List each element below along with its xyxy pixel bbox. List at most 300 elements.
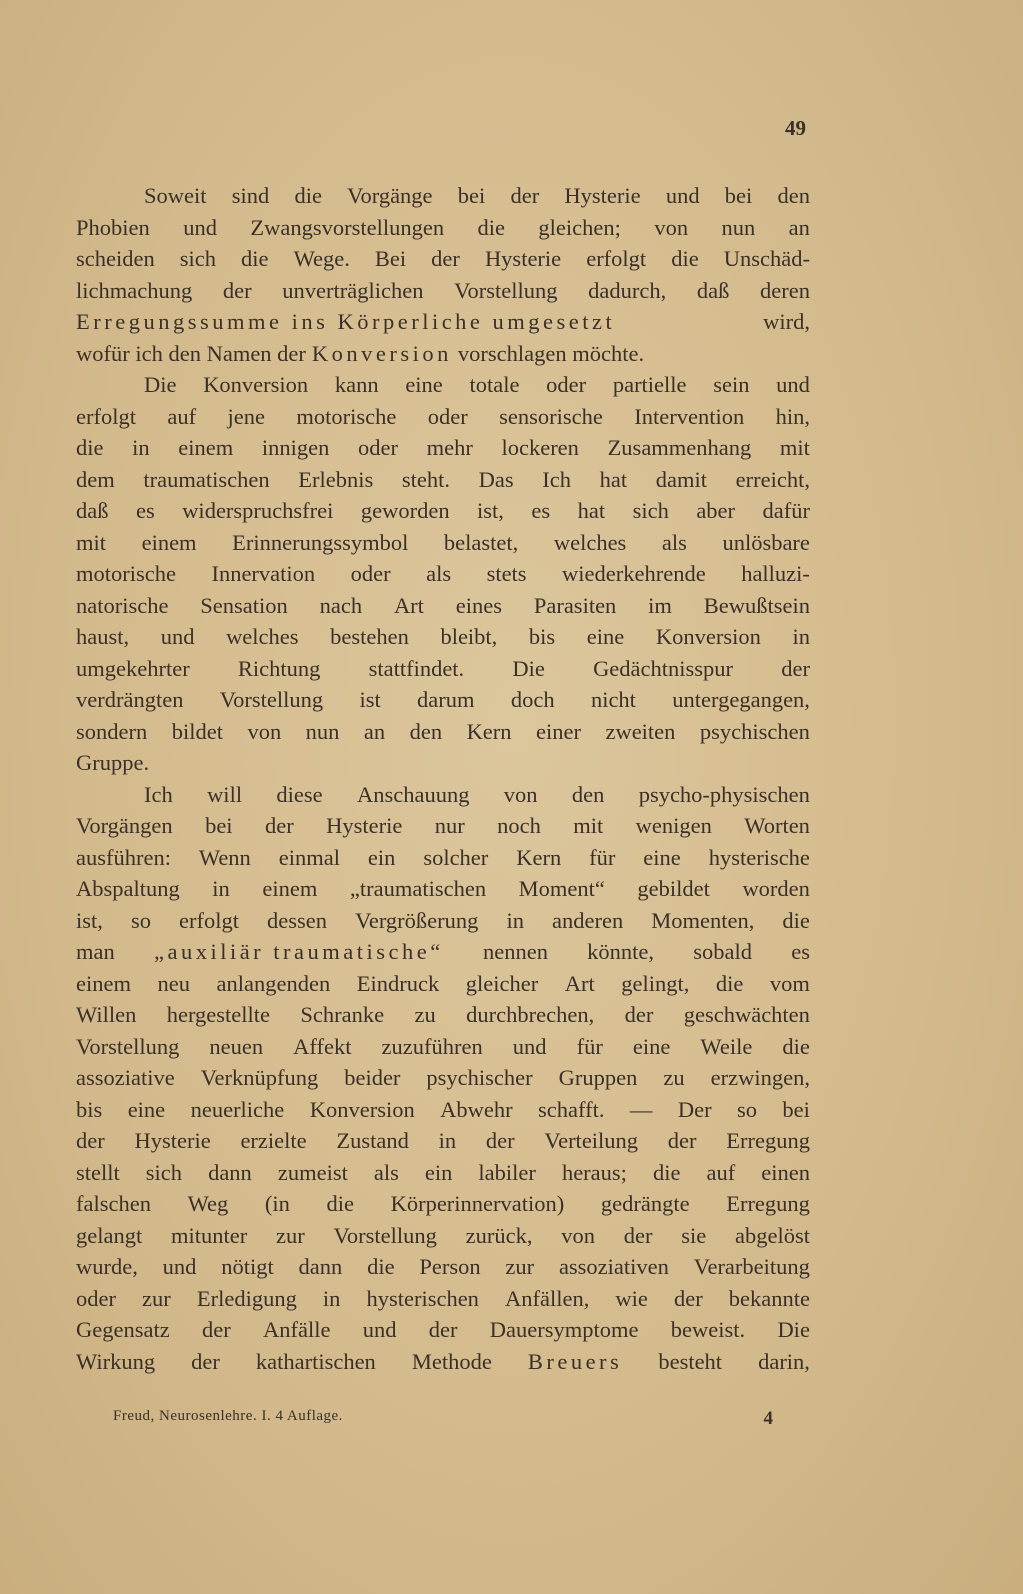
text-line [76, 779, 810, 811]
word: in [132, 435, 150, 460]
word: die [367, 1254, 395, 1279]
word: doch [510, 687, 555, 712]
word: unlösbare [722, 529, 810, 555]
word: Innervation [211, 561, 316, 586]
text-line [76, 338, 810, 370]
word: und [362, 1317, 397, 1342]
text-line [76, 1314, 810, 1346]
word: sich [632, 498, 669, 523]
word: Erlebnis [298, 466, 374, 492]
word: hysterischen [366, 1285, 479, 1311]
word: eine [632, 1033, 671, 1059]
word: Die [144, 372, 177, 397]
word: nennen [482, 939, 548, 964]
word: den [571, 781, 605, 807]
word: Kern [516, 844, 562, 870]
word: der [222, 277, 252, 303]
word: Gedächtnisspur [593, 655, 734, 681]
word: Art [393, 592, 424, 618]
text-line [76, 873, 810, 905]
word: von [247, 718, 282, 744]
word: Willen [76, 1002, 137, 1027]
word: wenigen [635, 813, 712, 838]
text-line [76, 747, 810, 779]
word: belastet, [443, 529, 519, 555]
word: der [431, 246, 460, 271]
word: kann [334, 372, 379, 397]
word: psycho-physischen [638, 781, 810, 807]
word: Ich [144, 781, 173, 807]
word: Gruppen [558, 1065, 638, 1090]
spaced-emphasis: Breuers [527, 1348, 623, 1374]
word: mit [779, 435, 810, 460]
word: gedrängte [600, 1191, 690, 1216]
word: abgelöst [735, 1222, 810, 1248]
word: darin, [758, 1348, 810, 1374]
word: heraus; [561, 1159, 627, 1185]
word: von [561, 1222, 595, 1248]
word: auf [706, 1159, 736, 1185]
word: Moment“ [518, 876, 605, 901]
word: Kern [466, 718, 512, 744]
word: im [648, 592, 672, 618]
word: hat [577, 498, 606, 523]
word: sie [681, 1222, 707, 1248]
word: und [183, 214, 217, 240]
word: traumatischen [143, 466, 270, 492]
word: zweiten [605, 718, 676, 744]
word: innigen [261, 435, 330, 460]
word: Richtung [237, 655, 321, 681]
word: natorische [76, 592, 169, 618]
word: assoziative [76, 1065, 175, 1090]
word: wiederkehrende [562, 561, 706, 586]
page-footer [113, 1408, 773, 1430]
word: oder [358, 435, 398, 460]
word: scheiden [76, 246, 155, 271]
text-line [76, 968, 810, 1000]
word: erreicht, [735, 466, 810, 492]
word: gebildet [637, 876, 710, 901]
word: der [264, 813, 294, 838]
word: neuerliche [190, 1096, 285, 1122]
word: Abwehr [440, 1096, 513, 1122]
word: Körperinnervation) [390, 1191, 565, 1216]
word: dann [298, 1254, 343, 1279]
word: und [160, 624, 195, 649]
word: der [781, 655, 810, 681]
word: erfolgt [179, 907, 239, 933]
word: jene [227, 403, 265, 429]
word: Erregung [726, 1191, 810, 1216]
word: mitunter [171, 1222, 248, 1248]
word: durchbrechen, [466, 1002, 595, 1027]
word: Person [419, 1254, 481, 1279]
word: partielle [612, 372, 687, 397]
word: nur [434, 813, 465, 838]
word: oder [76, 1285, 116, 1311]
word: sein [713, 372, 750, 397]
word: als [661, 529, 687, 555]
word: die [326, 1191, 354, 1216]
word: hysterische [708, 844, 810, 870]
word: diese [276, 781, 323, 807]
word: die [652, 1159, 681, 1185]
text-line [76, 432, 810, 464]
word: die [782, 907, 810, 933]
word: nicht [590, 687, 636, 712]
word: daß [76, 498, 109, 523]
word: auf [167, 403, 197, 429]
word: ist, [76, 907, 103, 933]
word: Eindruck [356, 970, 440, 996]
word: Konversion [203, 372, 309, 397]
word: ein [367, 844, 396, 870]
word: Worten [744, 813, 810, 838]
word: falschen [76, 1191, 151, 1216]
word: darum [417, 687, 475, 712]
word: sobald [693, 939, 753, 964]
word: geworden [360, 498, 450, 523]
word: Momenten, [651, 907, 755, 933]
word: Soweit [144, 183, 207, 208]
text-line [76, 1125, 810, 1157]
word-group: Gruppe. [76, 750, 150, 775]
word: welches [553, 529, 627, 555]
text-line [76, 999, 810, 1031]
word: Verteilung [544, 1128, 639, 1153]
word: Vorstellung [219, 687, 324, 712]
word: Vergrößerung [355, 907, 479, 933]
word: haust, [76, 624, 130, 649]
word: Zwangsvorstellungen [250, 214, 445, 240]
word: Vorgängen [76, 813, 173, 838]
text-line [76, 621, 810, 653]
word: stattfindet. [368, 655, 465, 681]
word: sondern [76, 718, 148, 744]
word: Zusammenhang [607, 435, 752, 460]
word: nötigt [221, 1254, 274, 1279]
text-line [76, 936, 810, 968]
spaced-emphasis: „auxiliär traumatische“ [153, 939, 444, 964]
word: lichmachung [76, 277, 193, 303]
word: den [409, 718, 443, 744]
word: Die [777, 1317, 810, 1342]
word: gelangt [76, 1222, 143, 1248]
word: der [201, 1317, 231, 1342]
word: anlangenden [216, 970, 331, 996]
word: oder [546, 372, 587, 397]
word: Unschäd- [723, 246, 810, 271]
word: Parasiten [533, 592, 617, 618]
spaced-emphasis: Konversion [311, 340, 452, 366]
word: untergegangen, [672, 687, 810, 712]
text-line [76, 1251, 810, 1283]
word: dessen [267, 907, 328, 933]
word: als [426, 561, 452, 586]
text-line [76, 1031, 810, 1063]
word: anderen [552, 907, 624, 933]
word: welches [226, 624, 299, 649]
word: assoziativen [558, 1254, 669, 1279]
word: es [531, 498, 551, 523]
word: bis [76, 1096, 103, 1122]
word: widerspruchsfrei [182, 498, 334, 523]
word: bildet [171, 718, 223, 744]
word: will [207, 781, 243, 807]
text-line [76, 464, 810, 496]
word: labiler [478, 1159, 536, 1185]
word: Das [478, 466, 514, 492]
word: bekannte [728, 1285, 810, 1311]
word: der [623, 1222, 653, 1248]
word: so [130, 907, 151, 933]
word: Hysterie [134, 1128, 211, 1153]
word: einem [76, 970, 131, 996]
word: zurück, [465, 1222, 533, 1248]
word: einem [262, 876, 318, 901]
text-line [76, 842, 810, 874]
word: einem [178, 435, 234, 460]
word: Phobien [76, 214, 150, 240]
word: motorische [296, 403, 397, 429]
word: für [589, 844, 616, 870]
word: gleicher [465, 970, 539, 996]
word: wie [615, 1285, 648, 1311]
word: „traumatischen [349, 876, 487, 901]
word: erzielte [240, 1128, 307, 1153]
word: daß [696, 277, 730, 303]
word: motorische [76, 561, 176, 586]
word: bleibt, [440, 624, 498, 649]
word: ausführen: [76, 844, 171, 870]
word: Erregung [726, 1128, 810, 1153]
word: verdrängten [76, 687, 184, 712]
word: zumeist [277, 1159, 348, 1185]
word: einen [761, 1159, 810, 1185]
word: dann [208, 1159, 252, 1185]
word: der [673, 1285, 703, 1311]
word: in [438, 1128, 457, 1153]
text-line [76, 369, 810, 401]
word: ist, [477, 498, 504, 523]
text-line [76, 1346, 810, 1378]
text-line [76, 810, 810, 842]
text-line [76, 527, 810, 559]
text-line [76, 1283, 810, 1315]
word: Die [512, 655, 545, 681]
word: sensorische [499, 403, 603, 429]
word: psychischen [699, 718, 810, 744]
word: der [76, 1128, 105, 1153]
word: Schranke [300, 1002, 385, 1027]
word: Wege. [293, 246, 350, 271]
word: und [162, 1254, 197, 1279]
text-line [76, 684, 810, 716]
word: hat [599, 466, 628, 492]
word: es [135, 498, 155, 523]
word: aber [696, 498, 736, 523]
word: mit [76, 529, 107, 555]
word: — [629, 1096, 653, 1122]
word: solcher [423, 844, 489, 870]
word: und [665, 183, 700, 208]
word-group: vorschlagen möchte. [457, 340, 645, 366]
word: Hysterie [484, 246, 562, 271]
word: bei [782, 1096, 810, 1122]
word: in [506, 907, 524, 933]
word: Weg [187, 1191, 229, 1216]
word: stellt [76, 1159, 120, 1185]
word: mit [573, 813, 604, 838]
word: Anschauung [356, 781, 470, 807]
text-line [76, 275, 810, 307]
word: zu [663, 1065, 685, 1090]
word: Sensation [200, 592, 288, 618]
text-line [76, 905, 810, 937]
word: Methode [411, 1348, 492, 1374]
word: neuen [209, 1033, 264, 1059]
word: wird, [763, 309, 810, 334]
word: von [654, 214, 689, 240]
word: bis [528, 624, 556, 649]
word: in [792, 624, 810, 649]
word: die [76, 435, 104, 460]
word: (in [264, 1191, 290, 1216]
text-line [76, 558, 810, 590]
word: der [624, 1002, 654, 1027]
word: an [788, 214, 810, 240]
word: sich [145, 1159, 183, 1185]
word: lockeren [501, 435, 579, 460]
word: die [782, 1033, 810, 1059]
word: die [241, 246, 269, 271]
word: einem [141, 529, 197, 555]
text-line [76, 1220, 810, 1252]
word: eine [127, 1096, 166, 1122]
text-line [76, 306, 810, 338]
word: die [294, 183, 322, 208]
word: Konversion [655, 624, 761, 649]
word: besteht [658, 1348, 723, 1374]
word: eine [643, 844, 681, 870]
word: einer [536, 718, 581, 744]
word: zur [276, 1222, 305, 1248]
word: erfolgt [586, 246, 647, 271]
word: Vorstellung [333, 1222, 437, 1248]
word: die [715, 970, 744, 996]
word: noch [497, 813, 541, 838]
word: Anfällen, [505, 1285, 590, 1311]
word: worden [742, 876, 810, 901]
word: wurde, [76, 1254, 138, 1279]
word: deren [760, 277, 810, 303]
word: zur [505, 1254, 535, 1279]
word: Ich [542, 466, 571, 492]
word: Dauersymptome [489, 1317, 639, 1342]
word: Hysterie [564, 183, 641, 208]
word: oder [427, 403, 468, 429]
body-text [76, 180, 810, 1377]
text-line [76, 1094, 810, 1126]
word: damit [655, 466, 708, 492]
text-line [76, 243, 810, 275]
word: Vorstellung [76, 1033, 180, 1059]
word: der [428, 1317, 458, 1342]
word: Affekt [293, 1033, 352, 1059]
word: der [510, 183, 540, 208]
word: steht. [401, 466, 450, 492]
word: hergestellte [166, 1002, 271, 1027]
text-line [76, 1062, 810, 1094]
word: könnte, [587, 939, 655, 964]
word: der [667, 1128, 697, 1153]
word: dem [76, 466, 115, 492]
word: psychischer [426, 1065, 533, 1090]
text-line [76, 212, 810, 244]
text-line [76, 1188, 810, 1220]
text-line [76, 653, 810, 685]
word: Vorstellung [454, 277, 558, 303]
word: in [322, 1285, 341, 1311]
word: ein [424, 1159, 453, 1185]
text-line [76, 495, 810, 527]
word: Vorgänge [347, 183, 433, 208]
word: eines [455, 592, 502, 618]
word: den [777, 183, 810, 208]
word: eine [586, 624, 625, 649]
word: bei [724, 183, 753, 208]
word: Anfälle [263, 1317, 331, 1342]
word: sind [231, 183, 270, 208]
word: Abspaltung [76, 876, 180, 901]
word: es [791, 939, 810, 964]
word: vom [769, 970, 810, 996]
word: gelingt, [621, 970, 690, 996]
word: einmal [278, 844, 340, 870]
word: Art [564, 970, 595, 996]
word: der [191, 1348, 220, 1374]
word: beweist. [670, 1317, 746, 1342]
word: nun [721, 214, 756, 240]
word: Wirkung [76, 1348, 156, 1374]
word: Verknüpfung [200, 1065, 319, 1090]
text-line [76, 180, 810, 212]
word: und [512, 1033, 547, 1059]
word: Wenn [198, 844, 251, 870]
word: sich [179, 246, 216, 271]
word: bei [457, 183, 486, 208]
word: nach [319, 592, 363, 618]
word: der [485, 1128, 515, 1153]
word: Gegensatz [76, 1317, 170, 1342]
spaced-emphasis: Erregungssumme ins Körperliche umgesetzt [76, 309, 616, 334]
word: geschwächten [683, 1002, 810, 1027]
word: eine [405, 372, 443, 397]
word: hin, [775, 403, 810, 429]
word: so [736, 1096, 757, 1122]
word: dafür [762, 498, 810, 523]
text-line [76, 401, 810, 433]
word: kathartischen [255, 1348, 376, 1374]
sheet-number: 4 [763, 1408, 773, 1429]
word: von [503, 781, 538, 807]
word: Erinnerungssymbol [232, 529, 409, 555]
word: stets [486, 561, 527, 586]
word: unverträglichen [282, 277, 424, 303]
word: erfolgt [76, 403, 136, 429]
word: ist [359, 687, 381, 712]
